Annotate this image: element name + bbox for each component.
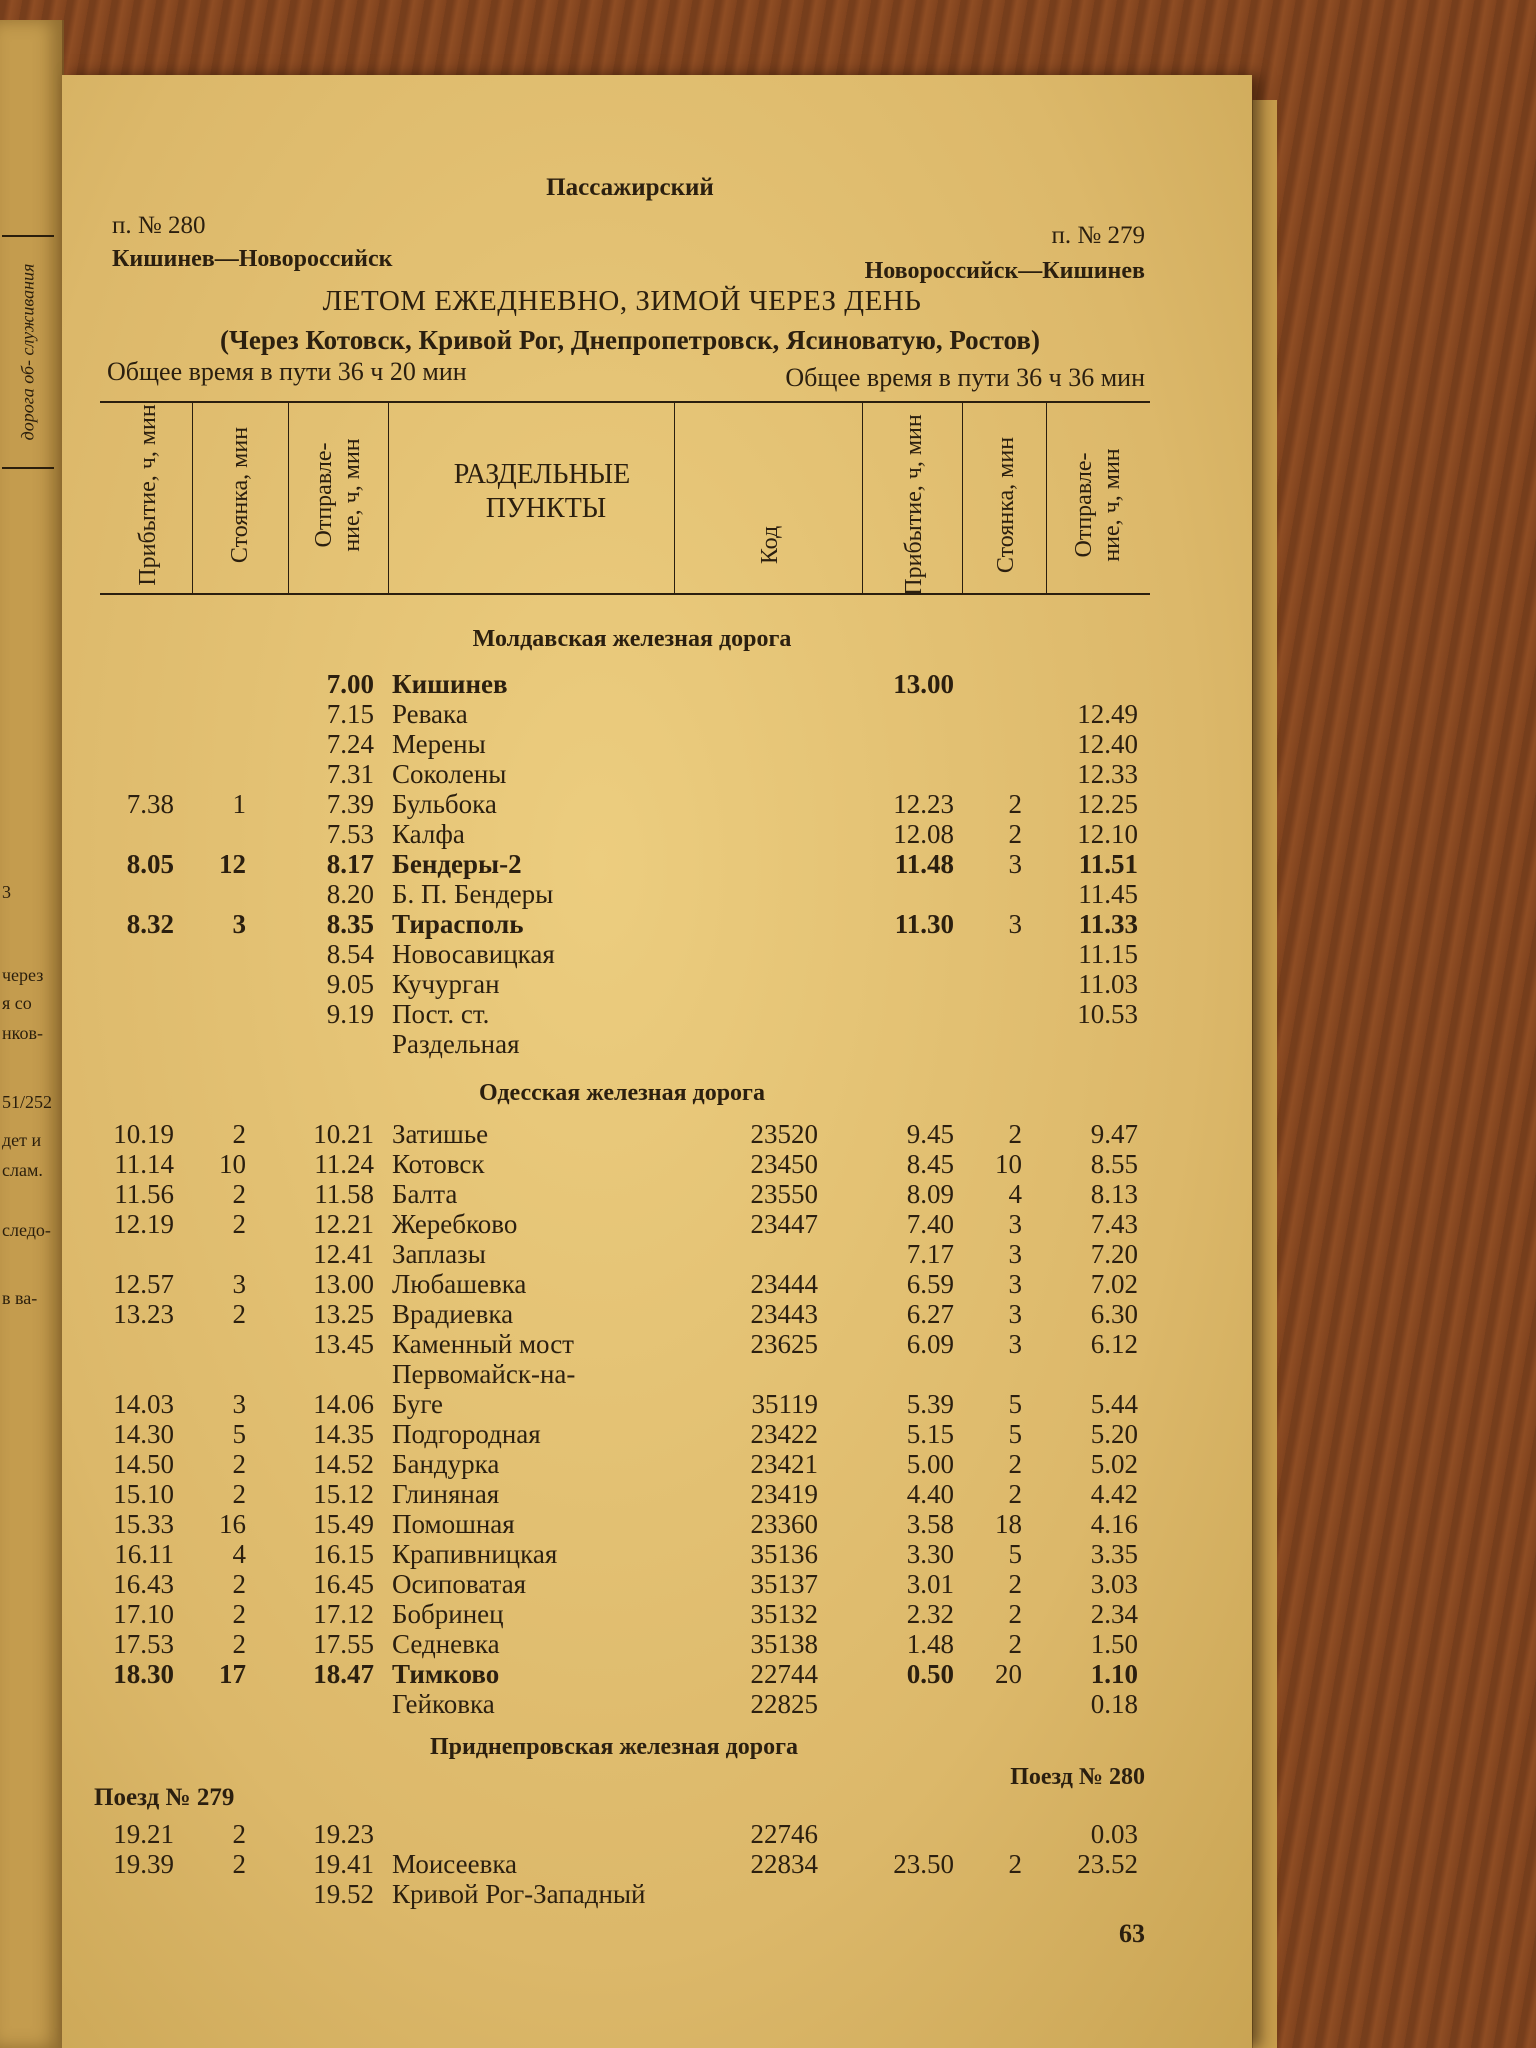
row-arrival-left: 18.30 <box>113 1659 174 1689</box>
row-stop-right: 3 <box>1008 1269 1022 1299</box>
row-stop-right: 2 <box>1008 1629 1022 1659</box>
row-arrival-right: 6.59 <box>906 1269 954 1299</box>
row-departure-right: 8.55 <box>1090 1149 1138 1179</box>
row-station-name: Кишинев <box>392 669 508 699</box>
row-departure-left: 8.20 <box>326 879 374 909</box>
left-fragment: дет и <box>2 1130 42 1150</box>
row-stop-left: 2 <box>232 1449 246 1479</box>
row-station-name: Новосавицкая <box>392 939 555 969</box>
row-stop-right: 2 <box>1008 1569 1022 1599</box>
row-arrival-left: 11.56 <box>114 1179 174 1209</box>
row-arrival-right: 6.27 <box>906 1299 954 1329</box>
route-right: Новороссийск—Кишинев <box>864 258 1145 284</box>
row-station-code: 35132 <box>750 1599 818 1629</box>
row-arrival-left: 16.43 <box>113 1569 174 1599</box>
row-departure-left: 9.19 <box>326 999 374 1029</box>
row-arrival-left: 15.33 <box>113 1509 174 1539</box>
row-stop-left: 17 <box>219 1659 246 1689</box>
row-stop-right: 3 <box>1008 909 1022 939</box>
row-station-name: Жеребково <box>392 1209 518 1239</box>
row-departure-right: 5.44 <box>1090 1389 1138 1419</box>
row-departure-left: 10.21 <box>313 1119 374 1149</box>
col-divider <box>862 403 863 593</box>
row-departure-left: 16.15 <box>313 1539 374 1569</box>
row-station-name: Бендеры-2 <box>392 849 522 879</box>
row-departure-left: 17.12 <box>313 1599 374 1629</box>
table-header-rule <box>100 593 1150 595</box>
row-station-code: 35119 <box>751 1389 818 1419</box>
row-arrival-left: 8.32 <box>126 909 174 939</box>
row-stop-right: 2 <box>1008 1119 1022 1149</box>
row-departure-right: 2.34 <box>1090 1599 1138 1629</box>
row-departure-right: 12.49 <box>1077 699 1138 729</box>
row-station-code: 23444 <box>750 1269 818 1299</box>
row-arrival-right: 12.08 <box>893 819 954 849</box>
row-station-name: Любашевка <box>392 1269 527 1299</box>
row-station-name: Буге <box>392 1389 444 1419</box>
left-fragment: слам. <box>2 1160 43 1180</box>
row-departure-right: 11.15 <box>1078 939 1138 969</box>
col-divider <box>674 403 675 593</box>
row-arrival-right: 12.23 <box>893 789 954 819</box>
row-departure-right: 8.13 <box>1090 1179 1138 1209</box>
row-stop-right: 2 <box>1008 1449 1022 1479</box>
row-arrival-right: 13.00 <box>893 669 954 699</box>
row-station-name: Каменный мост <box>392 1329 574 1359</box>
table-top-rule <box>100 401 1150 403</box>
row-arrival-right: 3.58 <box>906 1509 954 1539</box>
row-departure-left: 13.25 <box>313 1299 374 1329</box>
row-station-code: 23450 <box>750 1149 818 1179</box>
row-stop-right: 3 <box>1008 1209 1022 1239</box>
row-departure-left: 15.12 <box>313 1479 374 1509</box>
row-arrival-right: 1.48 <box>906 1629 954 1659</box>
row-departure-left: 7.00 <box>326 669 374 699</box>
row-stop-right: 20 <box>995 1659 1022 1689</box>
row-departure-left: 12.41 <box>313 1239 374 1269</box>
row-departure-left: 14.06 <box>313 1389 374 1419</box>
row-station-name: Гейковка <box>392 1689 495 1719</box>
row-arrival-left: 14.50 <box>113 1449 174 1479</box>
row-arrival-right: 5.00 <box>906 1449 954 1479</box>
row-arrival-right: 7.40 <box>906 1209 954 1239</box>
row-arrival-right: 8.45 <box>906 1149 954 1179</box>
row-departure-right: 7.43 <box>1090 1209 1138 1239</box>
row-station-name: Балта <box>392 1179 458 1209</box>
row-arrival-left: 8.05 <box>126 849 174 879</box>
row-stop-left: 1 <box>232 789 246 819</box>
row-station-code: 35138 <box>750 1629 818 1659</box>
row-departure-left: 7.39 <box>326 789 374 819</box>
row-station-code: 22744 <box>750 1659 818 1689</box>
row-station-code: 22834 <box>750 1849 818 1879</box>
row-stop-left: 3 <box>232 1269 246 1299</box>
row-station-code: 23447 <box>750 1209 818 1239</box>
row-departure-right: 12.33 <box>1077 759 1138 789</box>
header-stations-line2: ПУНКТЫ <box>485 493 607 524</box>
row-departure-right: 11.33 <box>1078 909 1138 939</box>
row-departure-left: 19.41 <box>313 1849 374 1879</box>
col-divider <box>288 403 289 593</box>
row-stop-left: 4 <box>232 1539 246 1569</box>
row-stop-right: 3 <box>1008 849 1022 879</box>
row-arrival-right: 3.30 <box>906 1539 954 1569</box>
row-station-name: Кривой Рог-Западный <box>392 1879 646 1909</box>
left-page-edge <box>0 20 64 2048</box>
row-arrival-left: 14.30 <box>113 1419 174 1449</box>
left-fragment: нков- <box>2 1023 43 1043</box>
row-departure-right: 11.03 <box>1078 969 1138 999</box>
row-station-name: Кучурган <box>392 969 500 999</box>
row-stop-right: 2 <box>1008 1849 1022 1879</box>
col-divider <box>962 403 963 593</box>
page-stack-edge <box>1252 100 1277 2048</box>
travel-time-left: Общее время в пути 36 ч 20 мин <box>107 357 467 386</box>
row-departure-right: 6.30 <box>1090 1299 1138 1329</box>
row-arrival-left: 11.14 <box>114 1149 174 1179</box>
header-stations-line1: РАЗДЕЛЬНЫЕ <box>453 459 631 490</box>
row-stop-right: 10 <box>995 1149 1022 1179</box>
row-arrival-left: 17.53 <box>113 1629 174 1659</box>
row-departure-left: 14.35 <box>313 1419 374 1449</box>
route-via: (Через Котовск, Кривой Рог, Днепропетровск, Ясиноватую, Ростов) <box>220 325 1040 355</box>
row-station-code: 35136 <box>750 1539 818 1569</box>
row-arrival-right: 4.40 <box>906 1479 954 1509</box>
row-departure-left: 19.52 <box>313 1879 374 1909</box>
row-departure-left: 14.52 <box>313 1449 374 1479</box>
row-departure-left: 18.47 <box>313 1659 374 1689</box>
row-station-name: Калфа <box>392 819 465 849</box>
row-station-name: Крапивницкая <box>392 1539 558 1569</box>
train-280-label: Поезд № 280 <box>1010 1764 1145 1790</box>
row-stop-right: 3 <box>1008 1239 1022 1269</box>
train-number-left: п. № 280 <box>112 212 206 239</box>
left-fragment: через <box>2 965 44 985</box>
left-fragment: 3 <box>2 882 11 902</box>
row-station-name: Бульбока <box>392 789 497 819</box>
row-stop-left: 16 <box>219 1509 246 1539</box>
row-arrival-left: 12.57 <box>113 1269 174 1299</box>
left-fragment: следо- <box>2 1220 51 1240</box>
section-moldova: Молдавская железная дорога <box>472 626 792 652</box>
row-stop-left: 2 <box>232 1569 246 1599</box>
row-station-code: 23419 <box>750 1479 818 1509</box>
route-left: Кишинев—Новороссийск <box>112 246 393 272</box>
row-arrival-right: 0.50 <box>906 1659 954 1689</box>
row-arrival-left: 12.19 <box>113 1209 174 1239</box>
category-title: Пассажирский <box>546 174 714 201</box>
row-departure-left: 17.55 <box>313 1629 374 1659</box>
row-station-name: Мерены <box>392 729 486 759</box>
row-stop-left: 2 <box>232 1849 246 1879</box>
row-stop-right: 2 <box>1008 1479 1022 1509</box>
row-station-name: Врадиевка <box>392 1299 514 1329</box>
row-station-name: Подгородная <box>392 1419 541 1449</box>
train-279-label: Поезд № 279 <box>94 1784 235 1811</box>
row-arrival-right: 6.09 <box>906 1329 954 1359</box>
row-arrival-right: 2.32 <box>906 1599 954 1629</box>
row-station-code: 22746 <box>750 1819 818 1849</box>
row-station-code: 23443 <box>750 1299 818 1329</box>
row-departure-right: 12.40 <box>1077 729 1138 759</box>
row-departure-left: 19.23 <box>313 1819 374 1849</box>
row-arrival-right: 7.17 <box>906 1239 954 1269</box>
page-number: 63 <box>1119 1919 1145 1948</box>
row-stop-right: 2 <box>1008 1599 1022 1629</box>
left-page-vertical-label: дорога об- служивания <box>2 235 54 469</box>
col-divider <box>1046 403 1047 593</box>
row-stop-left: 2 <box>232 1179 246 1209</box>
row-departure-right: 7.02 <box>1090 1269 1138 1299</box>
row-departure-left: 11.58 <box>314 1179 374 1209</box>
row-departure-left: 7.24 <box>326 729 374 759</box>
row-station-name: Первомайск-на- <box>392 1359 576 1389</box>
row-station-name: Седневка <box>392 1629 500 1659</box>
row-station-code: 23550 <box>750 1179 818 1209</box>
row-arrival-left: 14.03 <box>113 1389 174 1419</box>
row-stop-right: 3 <box>1008 1299 1022 1329</box>
row-departure-right: 1.50 <box>1090 1629 1138 1659</box>
row-arrival-right: 5.15 <box>906 1419 954 1449</box>
row-departure-right: 9.47 <box>1090 1119 1138 1149</box>
row-departure-right: 4.42 <box>1090 1479 1138 1509</box>
row-station-code: 23421 <box>750 1449 818 1479</box>
row-stop-right: 18 <box>995 1509 1022 1539</box>
row-stop-right: 5 <box>1008 1419 1022 1449</box>
row-station-name: Осиповатая <box>392 1569 527 1599</box>
row-departure-left: 11.24 <box>314 1149 374 1179</box>
row-departure-right: 6.12 <box>1090 1329 1138 1359</box>
row-stop-left: 2 <box>232 1599 246 1629</box>
row-arrival-right: 11.30 <box>894 909 954 939</box>
row-departure-left: 15.49 <box>313 1509 374 1539</box>
row-station-code: 23422 <box>750 1419 818 1449</box>
row-departure-right: 5.02 <box>1090 1449 1138 1479</box>
row-arrival-left: 17.10 <box>113 1599 174 1629</box>
row-departure-right: 10.53 <box>1077 999 1138 1029</box>
schedule-note: ЛЕТОМ ЕЖЕДНЕВНО, ЗИМОЙ ЧЕРЕЗ ДЕНЬ <box>322 285 922 317</box>
row-stop-left: 3 <box>232 909 246 939</box>
travel-time-right: Общее время в пути 36 ч 36 мин <box>785 363 1145 392</box>
left-fragment: 51/252 <box>2 1092 53 1112</box>
row-departure-right: 12.10 <box>1077 819 1138 849</box>
row-stop-right: 3 <box>1008 1329 1022 1359</box>
row-station-code: 22825 <box>750 1689 818 1719</box>
row-stop-left: 2 <box>232 1629 246 1659</box>
row-departure-left: 13.45 <box>313 1329 374 1359</box>
row-arrival-left: 19.39 <box>113 1849 174 1879</box>
row-stop-left: 10 <box>219 1149 246 1179</box>
row-departure-left: 8.35 <box>326 909 374 939</box>
section-odessa: Одесская железная дорога <box>479 1080 765 1106</box>
row-station-code: 35137 <box>750 1569 818 1599</box>
row-departure-left: 7.15 <box>326 699 374 729</box>
row-arrival-right: 9.45 <box>906 1119 954 1149</box>
row-station-name: Помошная <box>392 1509 515 1539</box>
row-stop-left: 2 <box>232 1299 246 1329</box>
row-station-name: Бобринец <box>392 1599 504 1629</box>
row-departure-left: 8.17 <box>326 849 374 879</box>
row-station-code: 23360 <box>750 1509 818 1539</box>
row-departure-left: 7.53 <box>326 819 374 849</box>
row-arrival-right: 5.39 <box>906 1389 954 1419</box>
row-arrival-left: 7.38 <box>126 789 174 819</box>
row-departure-right: 5.20 <box>1090 1419 1138 1449</box>
section-pridnepr: Приднепровская железная дорога <box>429 1734 799 1760</box>
row-departure-left: 16.45 <box>313 1569 374 1599</box>
row-departure-right: 0.18 <box>1090 1689 1138 1719</box>
row-departure-right: 7.20 <box>1090 1239 1138 1269</box>
row-stop-left: 5 <box>232 1419 246 1449</box>
row-station-name: Тимково <box>392 1659 500 1689</box>
row-stop-left: 12 <box>219 849 246 879</box>
row-departure-right: 0.03 <box>1090 1819 1138 1849</box>
row-arrival-left: 15.10 <box>113 1479 174 1509</box>
row-station-name: Ревака <box>392 699 468 729</box>
col-divider <box>192 403 193 593</box>
row-station-name: Бандурка <box>392 1449 500 1479</box>
row-arrival-right: 11.48 <box>894 849 954 879</box>
row-departure-right: 3.03 <box>1090 1569 1138 1599</box>
row-stop-left: 2 <box>232 1119 246 1149</box>
row-station-name: Заплазы <box>392 1239 486 1269</box>
row-stop-left: 3 <box>232 1389 246 1419</box>
row-departure-right: 23.52 <box>1077 1849 1138 1879</box>
row-departure-right: 1.10 <box>1090 1659 1138 1689</box>
row-stop-left: 2 <box>232 1479 246 1509</box>
row-stop-right: 4 <box>1008 1179 1022 1209</box>
row-station-name: Пост. ст. <box>392 999 490 1029</box>
row-stop-right: 5 <box>1008 1389 1022 1419</box>
row-stop-right: 2 <box>1008 819 1022 849</box>
row-arrival-left: 13.23 <box>113 1299 174 1329</box>
row-station-name: Котовск <box>392 1149 485 1179</box>
row-station-code: 23625 <box>750 1329 818 1359</box>
row-station-name: Затишье <box>392 1119 489 1149</box>
row-arrival-left: 19.21 <box>113 1819 174 1849</box>
row-arrival-left: 10.19 <box>113 1119 174 1149</box>
row-station-name: Моисеевка <box>392 1849 518 1879</box>
row-arrival-right: 23.50 <box>893 1849 954 1879</box>
row-departure-left: 12.21 <box>313 1209 374 1239</box>
left-fragment: в ва- <box>2 1288 38 1308</box>
row-departure-right: 11.51 <box>1078 849 1138 879</box>
row-arrival-right: 3.01 <box>906 1569 954 1599</box>
timetable-page: Пассажирский п. № 280 п. № 279 Кишинев—Новороссийск Новороссийск—Кишинев ЛЕТОМ ЕЖЕДНЕВНО, ЗИМОЙ ЧЕРЕЗ ДЕНЬ (Через Котовск, Кривой Рог, Днепропетровск, Ясиноватую, Ростов) Общее время в пути 36 ч 20 мин Общее время в пути 36 ч 36 мин Прибытие, ч, мин Стоянка, мин Отправле- ние, ч, мин РАЗДЕЛЬНЫЕ ПУНКТЫ Код Прибытие, ч, мин Стоянка, мин Отправле- ние, ч, мин Молдавская железная дорога Одесская железная дорога Приднепровская железная дорога Поезд № 279 Поезд № 280 7.00 Кишинев 13.00 7.15 Ревака 12.49 7.24 Мерены 12.40 7.31 Соколены 12.33 7.38 1 7.39 Бульбока 12.23 2 12.25 7.53 Калфа 12.08 2 12.10 8.05 12 8.17 Бендеры-2 11.48 3 11.51 8.20 Б. П. Бендеры 11.45 8.32 3 8.35 Тирасполь 11.30 3 11.33 8.54 Новосавицкая 11.15 9.05 Кучурган 11.03 9.19 Пост. ст. 10.53 Раздельная 10.19 2 10.21 Затишье 23520 9.45 2 9.47 11.14 10 11.24 Котовск 23450 8.45 10 8.55 11.56 2 11.58 Балта 23550 8.09 4 8.13 12.19 2 12.21 Жеребково 23447 7.40 3 7.43 12.41 Заплазы 7.17 3 7.20 12.57 3 13.00 Любашевка 23444 6.59 3 7.02 13.23 2 13.25 Врадиевка 23443 6.27 3 6.30 13.45 Каменный мост 23625 6.09 3 6.12 Первомайск-на- 14.03 3 14.06 Буге 35119 5.39 5 5.44 14.30 5 14.35 Подгородная 23422 5.15 5 5.20 14.50 2 14.52 Бандурка 23421 5.00 2 5.02 15.10 2 15.12 Глиняная 23419 4.40 2 4.42 15.33 16 15.49 Помошная 23360 3.58 18 4.16 16.11 4 16.15 Крапивницкая 35136 3.30 5 3.35 16.43 2 16.45 Осиповатая 35137 3.01 2 3.03 17.10 2 17.12 Бобринец 35132 2.32 2 2.34 17.53 2 17.55 Седневка 35138 1.48 2 1.50 18.30 17 18.47 Тимково 22744 0.50 20 1.10 Гейковка 22825 0.18 19.21 2 19.23 22746 0.03 19.39 2 19.41 Моисеевка 22834 23.50 2 23.52 19.52 Кривой Рог-Западный 63 <box>62 75 1252 2048</box>
row-station-code: 23520 <box>750 1119 818 1149</box>
row-departure-right: 12.25 <box>1077 789 1138 819</box>
row-departure-right: 4.16 <box>1090 1509 1138 1539</box>
row-stop-right: 2 <box>1008 789 1022 819</box>
row-station-name: Б. П. Бендеры <box>392 879 554 909</box>
row-departure-left: 7.31 <box>326 759 374 789</box>
row-station-name: Тирасполь <box>392 909 524 939</box>
left-fragment: я со <box>2 993 32 1013</box>
row-departure-right: 11.45 <box>1078 879 1138 909</box>
train-number-right: п. № 279 <box>1051 222 1145 249</box>
col-divider <box>388 403 389 593</box>
row-departure-left: 8.54 <box>326 939 374 969</box>
row-arrival-left: 16.11 <box>114 1539 174 1569</box>
row-departure-right: 3.35 <box>1090 1539 1138 1569</box>
row-station-name: Раздельная <box>392 1029 520 1059</box>
row-departure-left: 9.05 <box>326 969 374 999</box>
row-station-name: Соколены <box>392 759 507 789</box>
row-arrival-right: 8.09 <box>906 1179 954 1209</box>
row-stop-left: 2 <box>232 1209 246 1239</box>
row-stop-right: 5 <box>1008 1539 1022 1569</box>
row-stop-left: 2 <box>232 1819 246 1849</box>
row-departure-left: 13.00 <box>313 1269 374 1299</box>
row-station-name: Глиняная <box>392 1479 500 1509</box>
